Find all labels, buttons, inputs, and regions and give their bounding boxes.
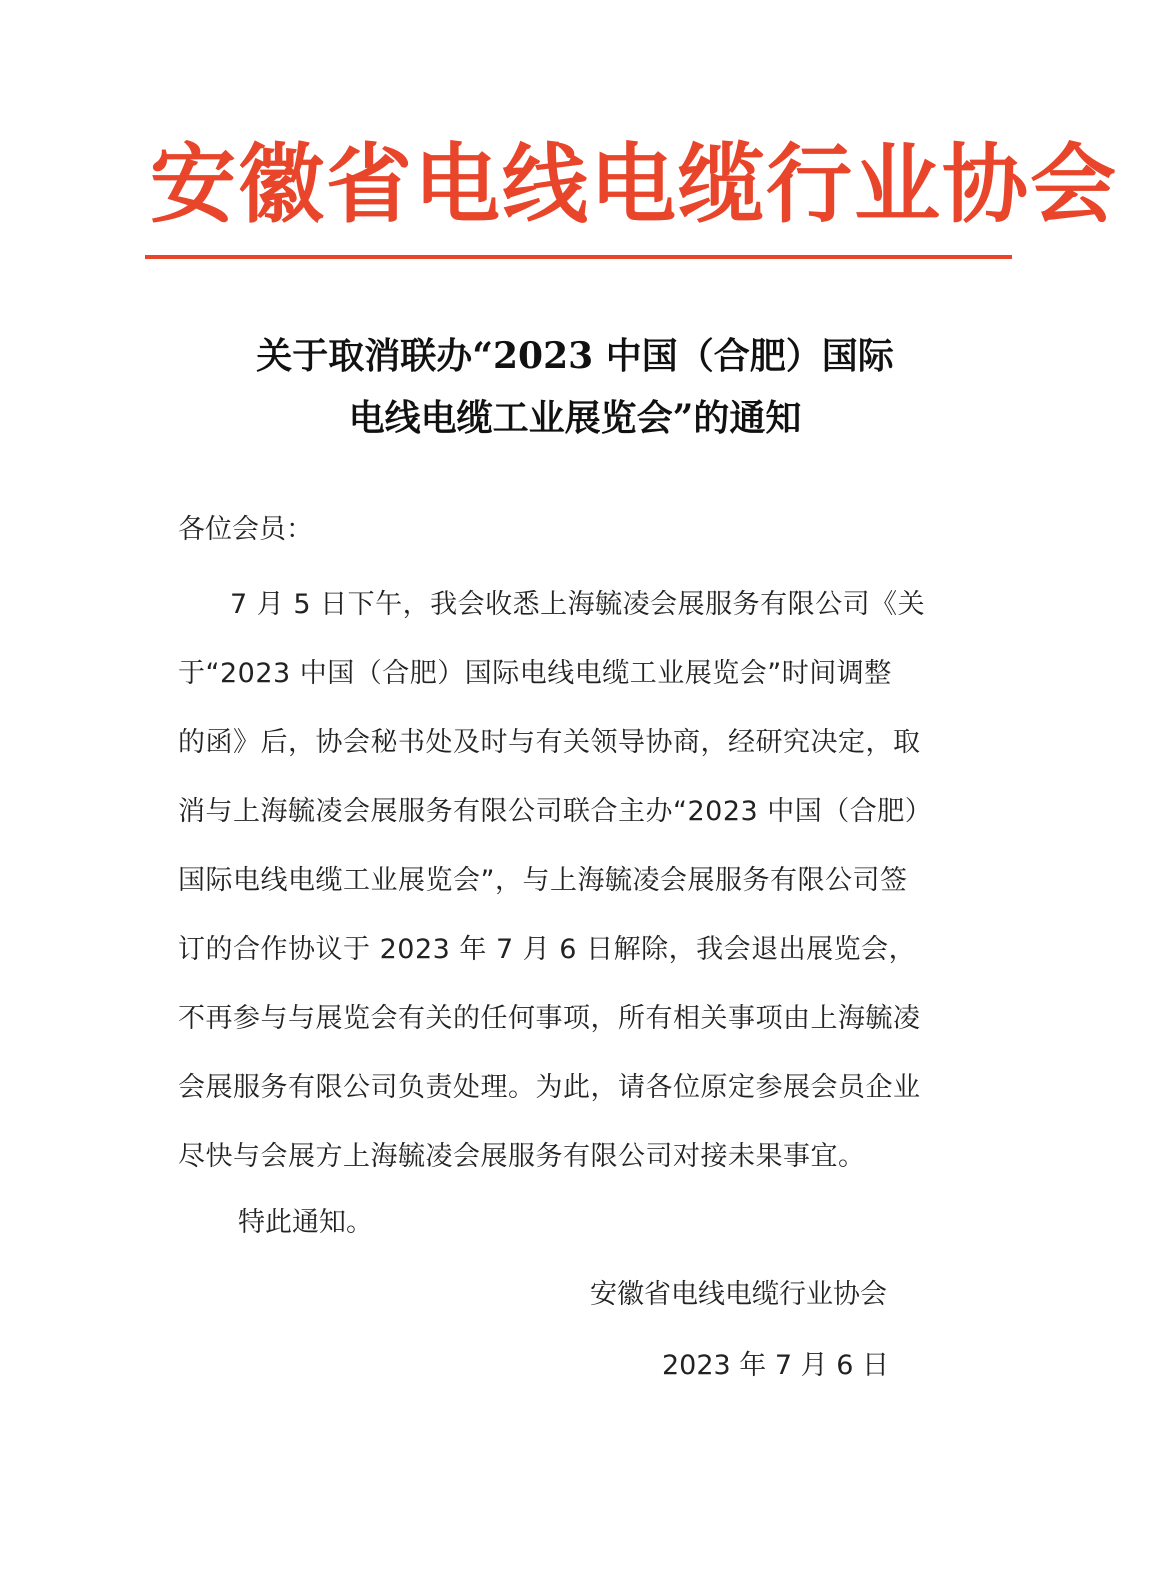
letterhead-org-name: 安徽省电线电缆行业协会 [150, 135, 1118, 235]
notice-title-line-2: 电线电缆工业展览会”的通知 [348, 397, 802, 439]
letterhead-divider [145, 255, 1012, 259]
body-line: 国际电线电缆工业展览会”，与上海毓凌会展服务有限公司签 [178, 865, 908, 896]
body-line: 7 月 5 日下午，我会收悉上海毓凌会展服务有限公司《关 [230, 589, 926, 620]
body-line: 订的合作协议于 2023 年 7 月 6 日解除，我会退出展览会， [178, 934, 917, 965]
body-line: 不再参与与展览会有关的任何事项，所有相关事项由上海毓凌 [178, 1003, 921, 1034]
body-line: 消与上海毓凌会展服务有限公司联合主办“2023 中国（合肥） [178, 796, 933, 827]
notice-title-line-1: 关于取消联办“2023 中国（合肥）国际 [256, 335, 894, 377]
closing-remark: 特此通知。 [238, 1207, 373, 1238]
salutation: 各位会员： [178, 514, 313, 545]
body-line: 的函》后，协会秘书处及时与有关领导协商，经研究决定，取 [178, 727, 921, 758]
signature-date: 2023 年 7 月 6 日 [662, 1350, 889, 1381]
body-line: 会展服务有限公司负责处理。为此，请各位原定参展会员企业 [178, 1072, 921, 1103]
body-line: 尽快与会展方上海毓凌会展服务有限公司对接未果事宜。 [178, 1141, 866, 1172]
signature-org: 安徽省电线电缆行业协会 [590, 1279, 887, 1310]
body-line: 于“2023 中国（合肥）国际电线电缆工业展览会”时间调整 [178, 658, 892, 689]
